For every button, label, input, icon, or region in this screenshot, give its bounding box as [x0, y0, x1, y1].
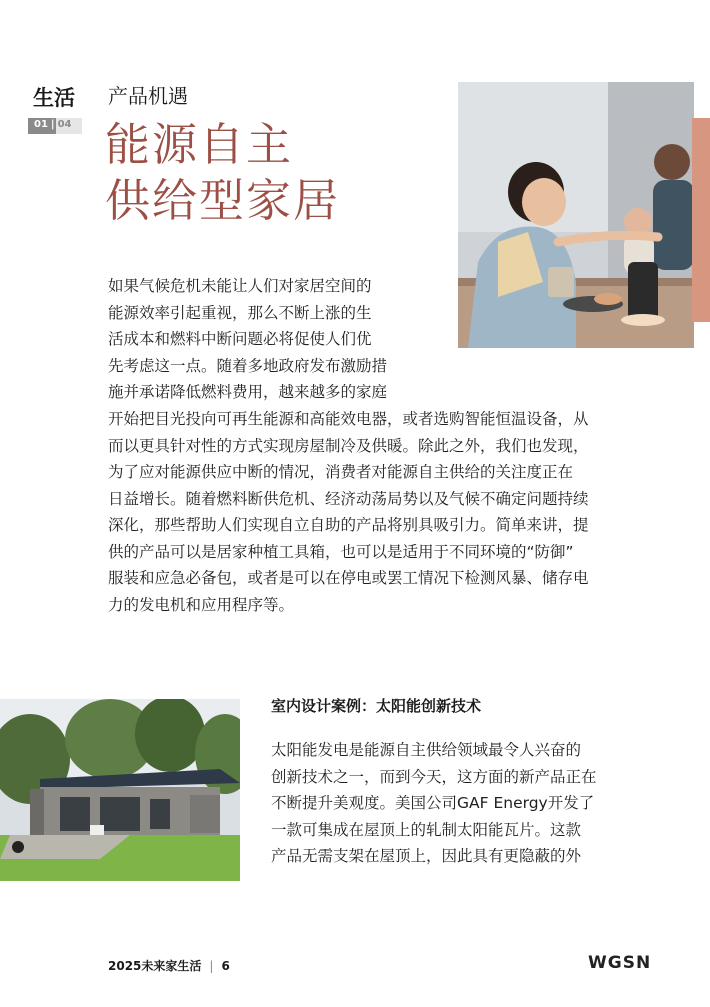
page-title: [105, 117, 340, 229]
publication-name: 2025未来家生活: [108, 959, 202, 973]
text-line: 开始把目光投向可再生能源和高能效电器，或者选购智能恒温设备，从: [108, 410, 589, 428]
footer-publication: [108, 957, 230, 974]
case-study-body: [271, 737, 623, 870]
title-line-2: 供给型家居: [105, 174, 341, 227]
text-line: 供的产品可以是居家种植工具箱，也可以是适用于不同环境的“防御”: [108, 542, 574, 561]
text-line: 深化，那些帮助人们实现自立自助的产品将别具吸引力。简单来讲，提: [108, 516, 589, 534]
text-line: 创新技术之一，而到今天，这方面的新产品正在: [271, 767, 597, 786]
family-kitchen-photo-image: [458, 82, 694, 348]
text-line: 如果气候危机未能让人们对家居空间的: [108, 277, 372, 295]
title-line-1: 能源自主: [105, 118, 294, 171]
text-line: 日益增长。随着燃料断供危机、经济动荡局势以及气候不确定问题持续: [108, 489, 589, 508]
page-total: 04: [56, 118, 82, 134]
solar-roof-house-photo: [0, 699, 240, 881]
case-study-title: 室内设计案例：太阳能创新技术: [271, 697, 482, 715]
text-line: 力的发电机和应用程序等。: [108, 595, 295, 614]
text-line: 一款可集成在屋顶上的轧制太阳能瓦片。这款: [271, 820, 582, 839]
text-line: 能源效率引起重视，那么不断上涨的生: [108, 303, 372, 322]
intro-paragraph-start: [108, 273, 428, 406]
wgsn-logo: WGSN: [588, 953, 652, 973]
page-separator: |: [50, 118, 56, 134]
family-kitchen-photo: [458, 82, 694, 348]
section-label: 生活: [33, 86, 75, 110]
text-line: 服装和应急必备包，或者是可以在停电或罢工情况下检测风暴、储存电: [108, 569, 589, 587]
text-line: 太阳能发电是能源自主供给领域最令人兴奋的: [271, 741, 582, 759]
page-number: 6: [221, 959, 230, 973]
text-line: 施并承诺降低燃料费用，越来越多的家庭: [108, 383, 388, 401]
page-current: 01: [28, 118, 50, 134]
text-line: 产品无需支架在屋顶上，因此具有更隐蔽的外: [271, 847, 582, 865]
footer-separator: |: [209, 959, 214, 973]
text-line: 为了应对能源供应中断的情况，消费者对能源自主供给的关注度正在: [108, 463, 574, 481]
page-indicator: [28, 118, 82, 134]
text-line: 不断提升美观度。美国公司GAF Energy开发了: [271, 794, 595, 812]
intro-paragraph-continued: [108, 406, 628, 618]
text-line: 先考虑这一点。随着多地政府发布激励措: [108, 356, 388, 375]
text-line: 活成本和燃料中断问题必将促使人们优: [108, 330, 372, 348]
solar-roof-house-image: [0, 699, 240, 881]
subtitle: 产品机遇: [108, 84, 188, 108]
text-line: 而以更具针对性的方式实现房屋制冷及供暖。除此之外，我们也发现，: [108, 436, 589, 455]
accent-bar: [692, 118, 710, 322]
